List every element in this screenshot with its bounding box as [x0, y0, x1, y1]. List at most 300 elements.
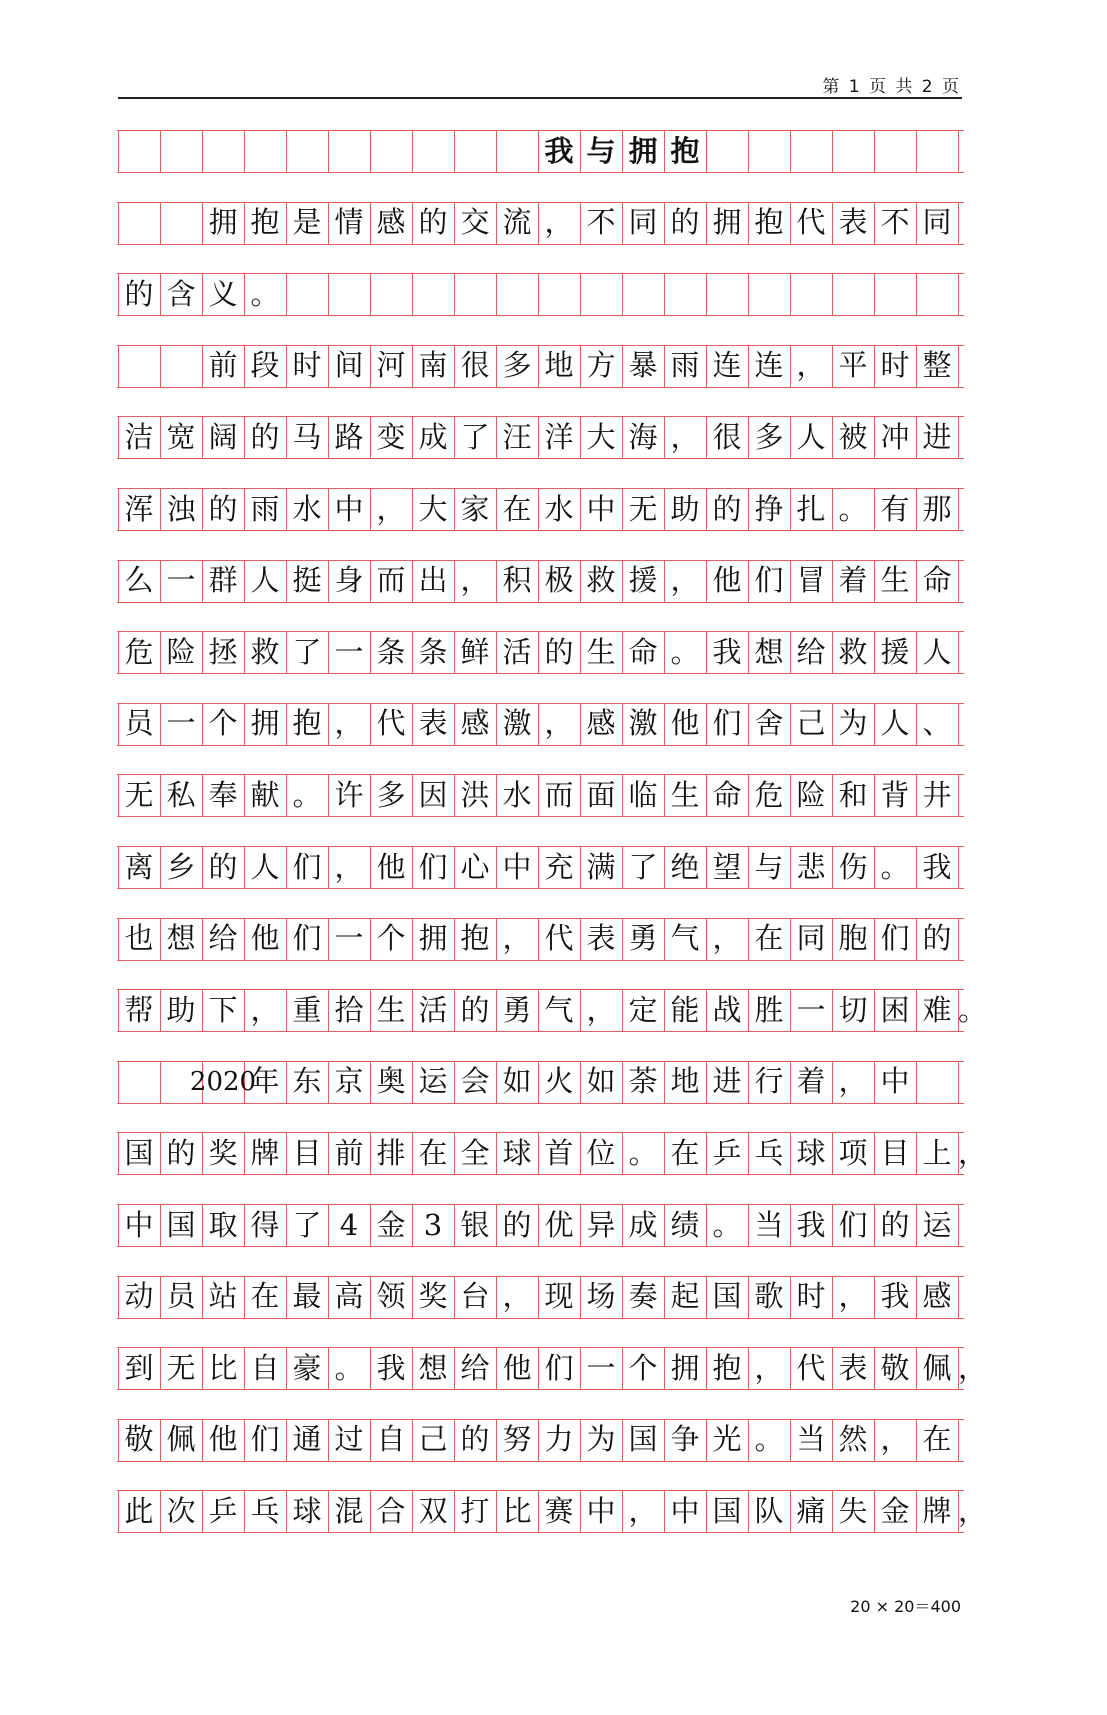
essay-char: 同	[796, 921, 826, 956]
essay-char: 许	[334, 777, 364, 812]
essay-char: 命	[628, 634, 658, 669]
grid-line	[790, 130, 791, 172]
essay-char: 高	[334, 1279, 364, 1314]
essay-char: 助	[166, 992, 196, 1027]
essay-char: 个	[628, 1350, 658, 1385]
essay-char: 方	[586, 348, 616, 383]
essay-char: 出	[418, 563, 448, 598]
essay-char: 气	[544, 992, 574, 1027]
essay-char: ，	[376, 491, 406, 526]
essay-char: ，	[880, 1422, 910, 1457]
essay-char: 拥	[418, 921, 448, 956]
essay-char: 中	[334, 491, 364, 526]
essay-char: 。	[712, 1207, 742, 1242]
essay-char: 能	[670, 992, 700, 1027]
essay-char: 表	[838, 1350, 868, 1385]
essay-char: 前	[208, 348, 238, 383]
essay-char: 代	[796, 205, 826, 240]
grid-line	[538, 273, 539, 315]
grid-line	[117, 1103, 964, 1104]
essay-char: 地	[544, 348, 574, 383]
essay-char: 排	[376, 1135, 406, 1170]
essay-char: 南	[418, 348, 448, 383]
essay-char: 当	[754, 1207, 784, 1242]
essay-char: 有	[880, 491, 910, 526]
essay-char: 球	[796, 1135, 826, 1170]
essay-char: ，	[838, 1279, 868, 1314]
essay-char: 的	[460, 1422, 490, 1457]
grid-line	[117, 816, 964, 817]
essay-char: 挺	[292, 563, 322, 598]
essay-char: 一	[334, 921, 364, 956]
essay-char: 与	[754, 849, 784, 884]
grid-line	[958, 560, 959, 602]
essay-char: 。	[670, 634, 700, 669]
essay-char: 荼	[628, 1064, 658, 1099]
essay-char: 么	[124, 563, 154, 598]
essay-char: 多	[502, 348, 532, 383]
essay-char: 下	[208, 992, 238, 1027]
essay-char: 背	[880, 777, 910, 812]
grid-line	[958, 1419, 959, 1461]
essay-char: 的	[250, 419, 280, 454]
essay-char: 人	[880, 706, 910, 741]
essay-char: 伤	[838, 849, 868, 884]
essay-char: 们	[712, 706, 742, 741]
essay-char: 不	[880, 205, 910, 240]
grid-line	[496, 273, 497, 315]
essay-char: 乓	[754, 1135, 784, 1170]
essay-char: 水	[544, 491, 574, 526]
grid-line	[328, 130, 329, 172]
essay-char: 会	[460, 1064, 490, 1099]
essay-char: 争	[670, 1422, 700, 1457]
essay-char: 的	[544, 634, 574, 669]
essay-char: 了	[292, 1207, 322, 1242]
essay-char: 表	[586, 921, 616, 956]
essay-char: 银	[460, 1207, 490, 1242]
essay-char: 充	[544, 849, 574, 884]
essay-char: 宽	[166, 419, 196, 454]
essay-char: 项	[838, 1135, 868, 1170]
essay-char: 积	[502, 563, 532, 598]
essay-char: 站	[208, 1279, 238, 1314]
essay-char: 的	[502, 1207, 532, 1242]
essay-char: 运	[418, 1064, 448, 1099]
essay-char: 是	[292, 205, 322, 240]
grid-line	[832, 130, 833, 172]
grid-line	[244, 130, 245, 172]
essay-char: 如	[502, 1064, 532, 1099]
essay-char: 绝	[670, 849, 700, 884]
grid-line	[118, 345, 119, 387]
essay-char: 奏	[628, 1279, 658, 1314]
essay-char: 抱	[460, 921, 490, 956]
grid-line	[117, 602, 964, 603]
essay-char: 佩	[922, 1350, 952, 1385]
essay-char: 中	[124, 1207, 154, 1242]
essay-char: 连	[754, 348, 784, 383]
essay-char: ，	[670, 419, 700, 454]
essay-char: ，	[712, 921, 742, 956]
essay-char: 光	[712, 1422, 742, 1457]
essay-char: 们	[754, 563, 784, 598]
grid-line	[160, 130, 161, 172]
essay-char: 感	[586, 706, 616, 741]
essay-char: 歌	[754, 1279, 784, 1314]
essay-char: 失	[838, 1493, 868, 1528]
essay-char: 为	[838, 706, 868, 741]
essay-char: 了	[628, 849, 658, 884]
essay-char: ，	[754, 1350, 784, 1385]
essay-char: 活	[418, 992, 448, 1027]
essay-char: 想	[418, 1350, 448, 1385]
grid-line	[370, 273, 371, 315]
essay-char: 激	[502, 706, 532, 741]
essay-char: 3	[423, 1207, 443, 1242]
grid-line	[958, 345, 959, 387]
essay-char: 此	[124, 1493, 154, 1528]
essay-char: 。	[334, 1350, 364, 1385]
essay-char: 敬	[880, 1350, 910, 1385]
essay-char: 胜	[754, 992, 784, 1027]
essay-char: 鲜	[460, 634, 490, 669]
essay-char: 我	[376, 1350, 406, 1385]
essay-char: 交	[460, 205, 490, 240]
essay-char: 他	[208, 1422, 238, 1457]
essay-char: 奥	[376, 1064, 406, 1099]
grid-line	[117, 1532, 964, 1533]
essay-char: 、	[922, 706, 952, 741]
essay-char: 海	[628, 419, 658, 454]
essay-char: 着	[838, 563, 868, 598]
essay-char: 在	[418, 1135, 448, 1170]
essay-char: 悲	[796, 849, 826, 884]
essay-char: 想	[166, 921, 196, 956]
grid-line	[958, 1204, 959, 1246]
grid-line	[958, 631, 959, 673]
essay-char: 条	[418, 634, 448, 669]
essay-char: 绩	[670, 1207, 700, 1242]
essay-char: ，	[544, 706, 574, 741]
essay-char: 极	[544, 563, 574, 598]
essay-char: 扎	[796, 491, 826, 526]
grid-line	[412, 273, 413, 315]
essay-char: 他	[376, 849, 406, 884]
essay-char: 们	[418, 849, 448, 884]
essay-char: 员	[166, 1279, 196, 1314]
essay-char: 努	[502, 1422, 532, 1457]
grid-line	[496, 130, 497, 172]
essay-char: 大	[586, 419, 616, 454]
essay-char: 国	[124, 1135, 154, 1170]
grid-line	[790, 273, 791, 315]
essay-char: 乓	[250, 1493, 280, 1528]
essay-char: 过	[334, 1422, 364, 1457]
essay-char: ，	[502, 1279, 532, 1314]
essay-char: 战	[712, 992, 742, 1027]
essay-char: 而	[544, 777, 574, 812]
essay-char: 的	[460, 992, 490, 1027]
essay-char: 难	[922, 992, 952, 1027]
grid-count-footer: 20 × 20＝400	[850, 1597, 961, 1616]
essay-char: 暴	[628, 348, 658, 383]
essay-char: 4	[339, 1207, 359, 1242]
grid-line	[117, 1174, 964, 1175]
essay-char: 目	[292, 1135, 322, 1170]
essay-char: 他	[250, 921, 280, 956]
essay-char: 的	[670, 205, 700, 240]
essay-title-char: 我	[544, 133, 574, 168]
essay-char: 自	[250, 1350, 280, 1385]
essay-char: 激	[628, 706, 658, 741]
essay-char: 而	[376, 563, 406, 598]
essay-char: 也	[124, 921, 154, 956]
grid-line	[117, 244, 964, 245]
essay-char: 比	[502, 1493, 532, 1528]
essay-char: 最	[292, 1279, 322, 1314]
essay-char: 情	[334, 205, 364, 240]
essay-char: 次	[166, 1493, 196, 1528]
essay-char: 混	[334, 1493, 364, 1528]
grid-line	[286, 130, 287, 172]
grid-line	[118, 202, 119, 244]
essay-char: 京	[334, 1064, 364, 1099]
essay-char: 勇	[502, 992, 532, 1027]
essay-char: 被	[838, 419, 868, 454]
essay-char: 员	[124, 706, 154, 741]
essay-char: 井	[922, 777, 952, 812]
essay-char: 们	[838, 1207, 868, 1242]
essay-char: 们	[880, 921, 910, 956]
essay-char: 冒	[796, 563, 826, 598]
essay-char: 我	[880, 1279, 910, 1314]
grid-line	[916, 130, 917, 172]
grid-line	[958, 416, 959, 458]
grid-line	[160, 202, 161, 244]
essay-char: 困	[880, 992, 910, 1027]
essay-char: 行	[754, 1064, 784, 1099]
essay-char: 胞	[838, 921, 868, 956]
essay-char: 场	[586, 1279, 616, 1314]
essay-char: 在	[502, 491, 532, 526]
essay-char: 帮	[124, 992, 154, 1027]
essay-char: 同	[922, 205, 952, 240]
essay-char: 乒	[712, 1135, 742, 1170]
grid-line	[874, 130, 875, 172]
essay-char: 冲	[880, 419, 910, 454]
grid-line	[454, 273, 455, 315]
essay-char: 多	[754, 419, 784, 454]
essay-char: ，	[334, 706, 364, 741]
essay-char: 人	[250, 563, 280, 598]
essay-char: 马	[292, 419, 322, 454]
essay-char: 路	[334, 419, 364, 454]
grid-line	[958, 846, 959, 888]
page-number-header: 第 1 页 共 2 页	[822, 77, 961, 97]
grid-line	[958, 703, 959, 745]
essay-char: 给	[796, 634, 826, 669]
essay-char: ，	[460, 563, 490, 598]
essay-char: 进	[712, 1064, 742, 1099]
essay-char: 人	[250, 849, 280, 884]
essay-char: 进	[922, 419, 952, 454]
essay-char: 着	[796, 1064, 826, 1099]
essay-char: 条	[376, 634, 406, 669]
essay-char: 河	[376, 348, 406, 383]
essay-char: 切	[838, 992, 868, 1027]
essay-char: 想	[754, 634, 784, 669]
essay-char: 运	[922, 1207, 952, 1242]
essay-char: 在	[670, 1135, 700, 1170]
essay-char: 勇	[628, 921, 658, 956]
essay-char: 代	[376, 706, 406, 741]
essay-char: 整	[922, 348, 952, 383]
essay-char: 们	[292, 921, 322, 956]
essay-char: 雨	[670, 348, 700, 383]
essay-char: 当	[796, 1422, 826, 1457]
essay-char: 险	[166, 634, 196, 669]
essay-char: 那	[922, 491, 952, 526]
essay-char: 给	[460, 1350, 490, 1385]
essay-char: 水	[292, 491, 322, 526]
grid-line	[958, 774, 959, 816]
essay-char: 中	[670, 1493, 700, 1528]
essay-char: 大	[418, 491, 448, 526]
essay-char: 身	[334, 563, 364, 598]
essay-char: 变	[376, 419, 406, 454]
grid-line	[748, 130, 749, 172]
essay-char: 一	[334, 634, 364, 669]
essay-char: 起	[670, 1279, 700, 1314]
essay-char: 群	[208, 563, 238, 598]
essay-char: 生	[670, 777, 700, 812]
essay-char: 牌	[922, 1493, 952, 1528]
essay-char: 代	[544, 921, 574, 956]
essay-char: 中	[880, 1064, 910, 1099]
grid-line	[117, 1246, 964, 1247]
grid-line	[748, 273, 749, 315]
essay-char: 们	[250, 1422, 280, 1457]
essay-char: 水	[502, 777, 532, 812]
essay-char: ，	[586, 992, 616, 1027]
essay-char: ，	[958, 1135, 988, 1170]
essay-char: 自	[376, 1422, 406, 1457]
essay-char: 拥	[208, 205, 238, 240]
essay-char: 中	[586, 1493, 616, 1528]
essay-char: 年	[250, 1064, 280, 1099]
essay-char: 佩	[166, 1422, 196, 1457]
essay-char: 优	[544, 1207, 574, 1242]
essay-char: 洪	[460, 777, 490, 812]
essay-char: 危	[754, 777, 784, 812]
essay-char: 的	[208, 491, 238, 526]
essay-char: 东	[292, 1064, 322, 1099]
essay-char: 临	[628, 777, 658, 812]
essay-char: 如	[586, 1064, 616, 1099]
grid-line	[706, 273, 707, 315]
grid-line	[117, 530, 964, 531]
essay-char: 一	[586, 1350, 616, 1385]
essay-char: 们	[292, 849, 322, 884]
grid-line	[958, 1276, 959, 1318]
grid-line	[874, 273, 875, 315]
essay-char: ，	[334, 849, 364, 884]
grid-line	[117, 1389, 964, 1390]
essay-char: 一	[166, 563, 196, 598]
grid-line	[958, 1061, 959, 1103]
essay-char: 队	[754, 1493, 784, 1528]
essay-char: 在	[250, 1279, 280, 1314]
essay-char: 2020	[189, 1066, 257, 1097]
essay-char: 的	[418, 205, 448, 240]
essay-char: 无	[124, 777, 154, 812]
essay-char: 雨	[250, 491, 280, 526]
essay-char: 洋	[544, 419, 574, 454]
essay-char: 奖	[208, 1135, 238, 1170]
essay-char: 活	[502, 634, 532, 669]
essay-char: 的	[880, 1207, 910, 1242]
essay-char: 个	[376, 921, 406, 956]
grid-line	[706, 130, 707, 172]
grid-line	[832, 273, 833, 315]
essay-char: 险	[796, 777, 826, 812]
essay-char: 援	[628, 563, 658, 598]
essay-char: 地	[670, 1064, 700, 1099]
essay-char: 球	[502, 1135, 532, 1170]
essay-char: 义	[208, 276, 238, 311]
essay-char: 拯	[208, 634, 238, 669]
essay-char: 无	[166, 1350, 196, 1385]
grid-line	[117, 745, 964, 746]
essay-char: 很	[712, 419, 742, 454]
essay-char: ，	[250, 992, 280, 1027]
essay-char: 我	[922, 849, 952, 884]
essay-char: 生	[880, 563, 910, 598]
essay-char: 人	[922, 634, 952, 669]
essay-char: 私	[166, 777, 196, 812]
grid-line	[454, 130, 455, 172]
grid-line	[117, 1031, 964, 1032]
essay-char: 命	[922, 563, 952, 598]
grid-line	[117, 315, 964, 316]
essay-char: 间	[334, 348, 364, 383]
grid-line	[328, 273, 329, 315]
essay-char: 的	[208, 849, 238, 884]
essay-char: 平	[838, 348, 868, 383]
essay-char: 离	[124, 849, 154, 884]
grid-line	[117, 458, 964, 459]
essay-char: 的	[712, 491, 742, 526]
essay-title-char: 拥	[628, 133, 658, 168]
essay-char: 一	[166, 706, 196, 741]
essay-char: 拥	[712, 205, 742, 240]
essay-char: 中	[586, 491, 616, 526]
essay-char: 拥	[670, 1350, 700, 1385]
essay-char: 全	[460, 1135, 490, 1170]
essay-char: 救	[250, 634, 280, 669]
grid-line	[958, 918, 959, 960]
essay-char: 气	[670, 921, 700, 956]
essay-char: ，	[544, 205, 574, 240]
grid-line	[117, 387, 964, 388]
essay-char: ，	[958, 1350, 988, 1385]
essay-char: 奖	[418, 1279, 448, 1314]
essay-char: 时	[880, 348, 910, 383]
essay-char: 抱	[712, 1350, 742, 1385]
essay-char: 了	[460, 419, 490, 454]
essay-char: 领	[376, 1279, 406, 1314]
